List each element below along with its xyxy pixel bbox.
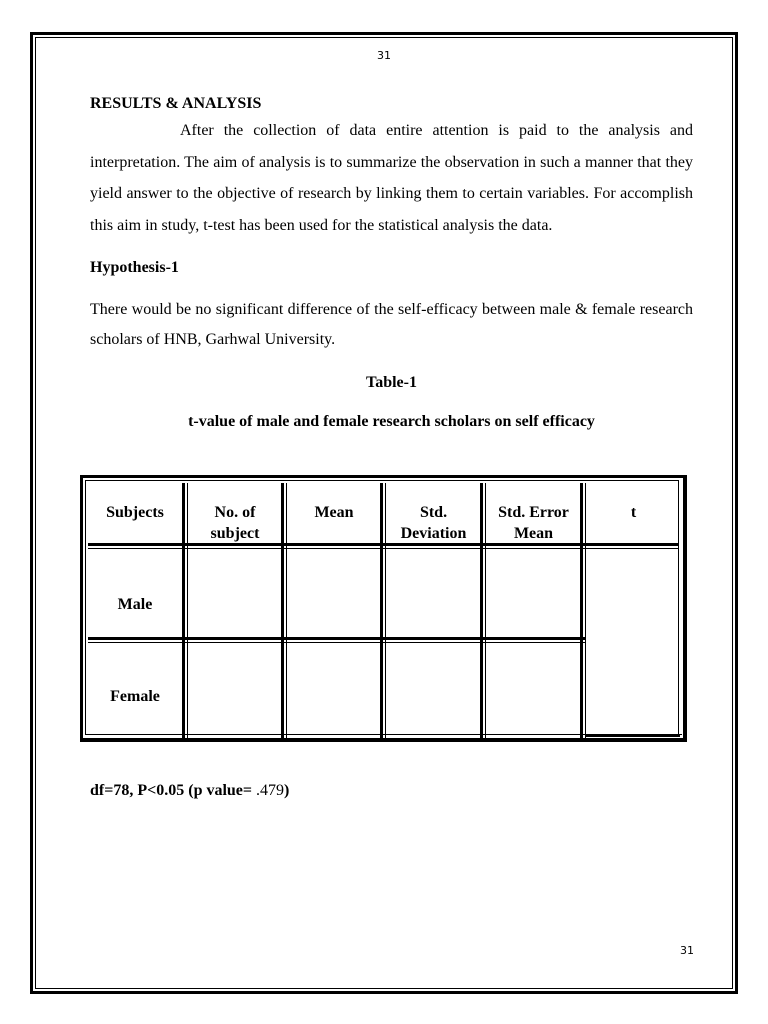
footnote-p-value: .479 xyxy=(252,782,285,799)
row-label-male: Male xyxy=(117,596,153,613)
table-border-right xyxy=(683,475,687,742)
results-table xyxy=(80,475,687,742)
document-body xyxy=(90,93,693,449)
row-label-female: Female xyxy=(110,688,160,705)
footnote-stats: df=78, P<0.05 (p value= xyxy=(90,782,253,799)
t-cell-bottom xyxy=(585,734,680,737)
page-number-bottom: 31 xyxy=(680,944,694,957)
table-border-top-inner xyxy=(85,480,679,481)
table-title: Table-1 xyxy=(366,374,417,391)
col-divider xyxy=(182,483,185,738)
table-border-bottom xyxy=(80,738,687,742)
hypothesis-heading: Hypothesis-1 xyxy=(90,259,179,276)
header-std-error-mean: Std. Error Mean xyxy=(498,504,569,542)
footnote-close: ) xyxy=(284,782,290,799)
page-number-top: 31 xyxy=(377,49,391,62)
row-divider-inner xyxy=(88,642,585,643)
row-divider-inner xyxy=(88,548,678,549)
table-caption: t-value of male and female research scholars on self efficacy xyxy=(188,413,595,430)
row-divider xyxy=(88,637,585,640)
row-divider xyxy=(88,543,678,546)
intro-paragraph xyxy=(90,115,693,241)
header-no-of-subject: No. of subject xyxy=(210,504,260,542)
hypothesis-text: There would be no significant difference of the self-efficacy between male & female research scholars of HNB, Garhwal University. xyxy=(90,301,693,348)
section-heading: RESULTS & ANALYSIS xyxy=(90,95,262,112)
table-footnote xyxy=(90,780,289,802)
header-std-deviation: Std. Deviation xyxy=(400,504,467,542)
table-border-left-inner xyxy=(85,480,86,735)
header-mean: Mean xyxy=(314,504,354,521)
header-subjects: Subjects xyxy=(106,504,164,521)
intro-paragraph-text: After the collection of data entire attention is paid to the analysis and interpretation. The aim of analysis is to summarize the observation in such a manner that they yield answer to the objective of research by linking them to certain variables. For accomplish this aim in study, t-test has been used for the statistical analysis the data. xyxy=(90,122,693,234)
header-t: t xyxy=(630,504,637,521)
